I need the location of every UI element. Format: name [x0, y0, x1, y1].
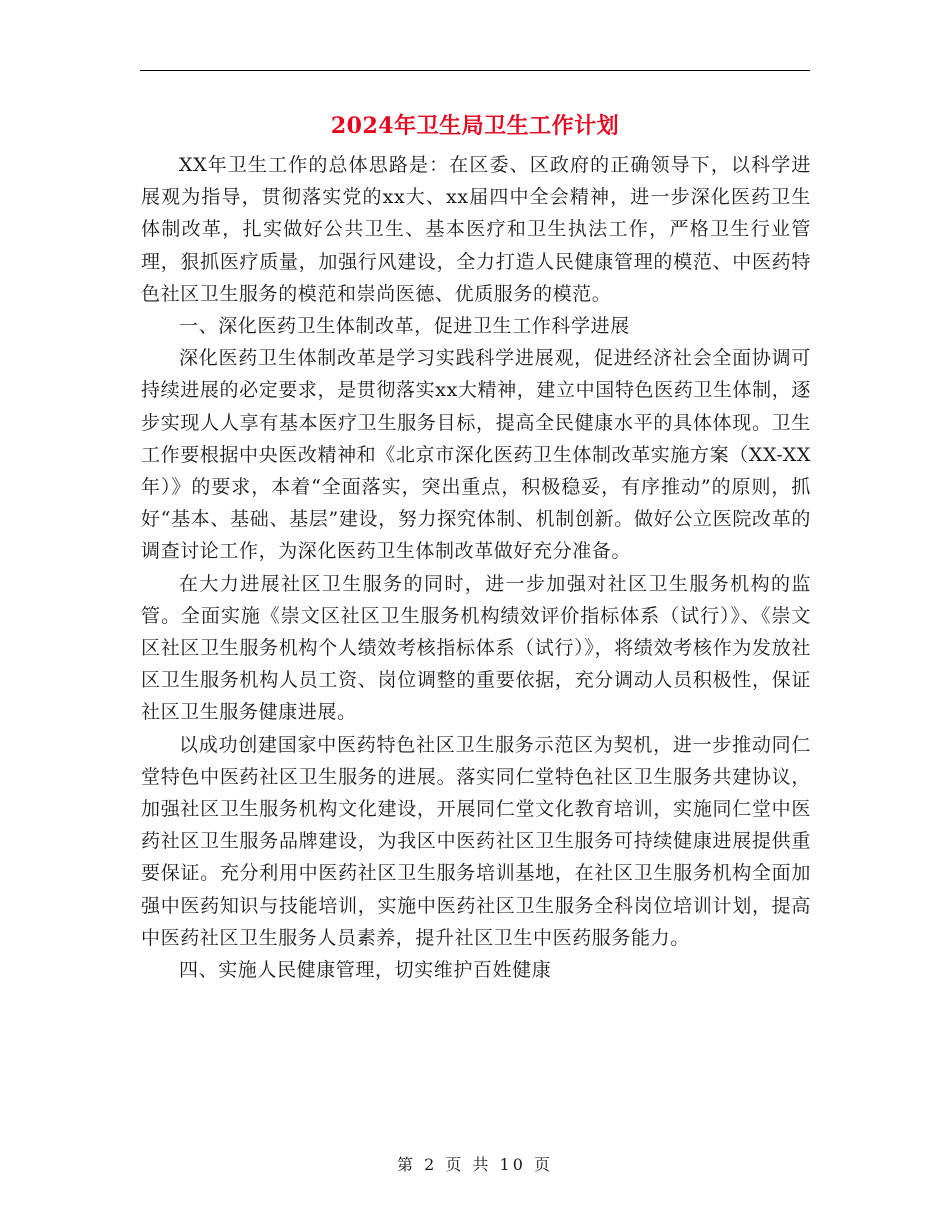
- document-title: 2024年卫生局卫生工作计划: [330, 113, 620, 139]
- paragraph-tcm-services: 以成功创建国家中医药特色社区卫生服务示范区为契机，进一步推动同仁堂特色中医药社区卫生服务的进展。落实同仁堂特色社区卫生服务共建协议，加强社区卫生服务机构文化建设，开展同仁堂文化教育培训，实施同仁堂中医药社区卫生服务品牌建设，为我区中医药社区卫生服务可持续健康进展提供重要保证。充分利用中医药社区卫生服务培训基地，在社区卫生服务机构全面加强中医药知识与技能培训，实施中医药社区卫生服务全科岗位培训计划，提高中医药社区卫生服务人员素养，提升社区卫生中医药服务能力。: [141, 733, 811, 949]
- page-footer: [0, 1152, 950, 1175]
- paragraph-reform: 深化医药卫生体制改革是学习实践科学进展观，促进经济社会全面协调可持续进展的必定要求，是贯彻落实xx大精神，建立中国特色医药卫生体制，逐步实现人人享有基本医疗卫生服务目标，提高全民健康水平的具体体现。卫生工作要根据中央医改精神和《北京市深化医药卫生体制改革实施方案（XX-XX年）》的要求，本着“全面落实，突出重点，积极稳妥，有序推动”的原则，抓好“基本、基础、基层”建设，努力探究体制、机制创新。做好公立医院改革的调查讨论工作，为深化医药卫生体制改革做好充分准备。: [141, 347, 811, 563]
- footer-page-number: 2: [424, 1155, 438, 1174]
- footer-suffix: 页: [534, 1155, 554, 1174]
- footer-page-total: 10: [499, 1155, 526, 1174]
- paragraph-community-supervision: 在大力进展社区卫生服务的同时，进一步加强对社区卫生服务机构的监管。全面实施《崇文区社区卫生服务机构绩效评价指标体系（试行）》、《崇文区社区卫生服务机构个人绩效考核指标体系（试行）》，将绩效考核作为发放社区卫生服务机构人员工资、岗位调整的重要依据，充分调动人员积极性，保证社区卫生服务健康进展。: [141, 572, 811, 724]
- footer-middle: 页 共: [445, 1155, 492, 1174]
- document-body: [141, 149, 811, 986]
- footer-prefix: 第: [396, 1155, 416, 1174]
- section-heading-health-management: 四、实施人民健康管理，切实维护百姓健康: [179, 959, 552, 982]
- paragraph-overview: XX年卫生工作的总体思路是：在区委、区政府的正确领导下，以科学进展观为指导，贯彻落实党的xx大、xx届四中全会精神，进一步深化医药卫生体制改革，扎实做好公共卫生、基本医疗和卫生执法工作，严格卫生行业管理，狠抓医疗质量，加强行风建设，全力打造人民健康管理的模范、中医药特色社区卫生服务的模范和崇尚医德、优质服务的模范。: [141, 154, 811, 305]
- header-rule: [140, 70, 810, 71]
- section-heading-reform: 一、深化医药卫生体制改革，促进卫生工作科学进展: [179, 315, 630, 338]
